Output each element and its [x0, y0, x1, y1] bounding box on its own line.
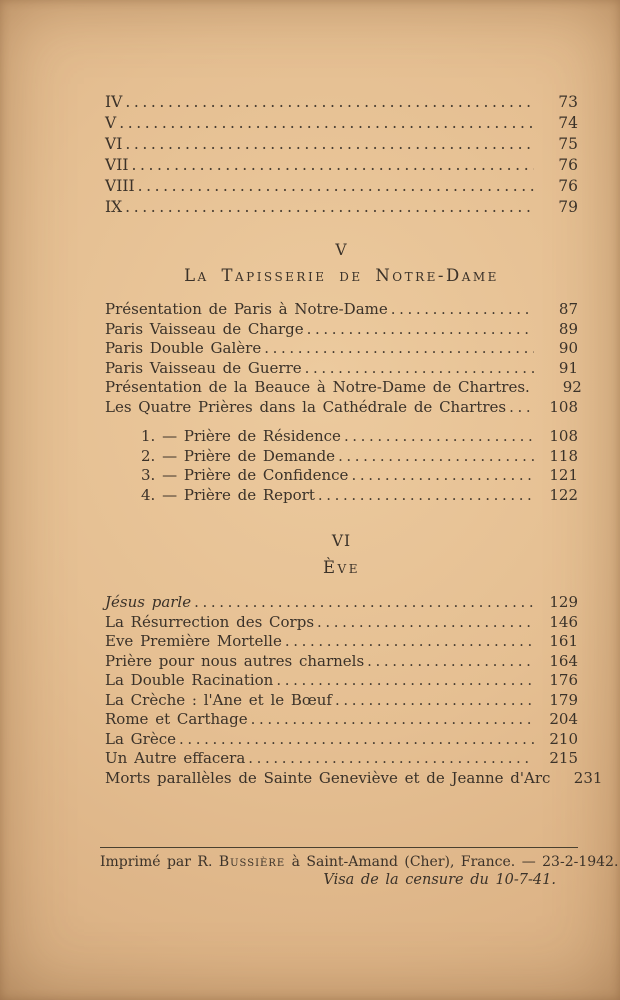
- section-vi-number: VI: [331, 532, 352, 550]
- section-v: [105, 241, 582, 505]
- toc-entry-title: Les Quatre Prières dans la Cathédrale de Chartres: [105, 397, 507, 416]
- toc-entry-page: 210: [549, 729, 578, 748]
- toc-row: [105, 378, 582, 398]
- toc-entry-page: 75: [558, 135, 578, 153]
- dot-leader: [261, 339, 534, 359]
- toc-entry-page: 164: [549, 651, 578, 670]
- toc-entry-title: IX: [105, 198, 123, 216]
- toc-row: [105, 134, 578, 155]
- toc-entry-title: La Grèce: [105, 729, 176, 748]
- toc-entry-title: 4. — Prière de Report: [141, 485, 315, 504]
- toc-row: [105, 155, 578, 176]
- toc-row: [105, 466, 578, 486]
- toc-row: [105, 710, 578, 730]
- toc-entry-page: 161: [549, 632, 578, 650]
- toc-entry-title: 3. — Prière de Confidence: [141, 466, 349, 484]
- toc-row: [105, 113, 578, 134]
- toc-entry-page: 176: [549, 671, 578, 689]
- toc-entry-title: VII: [105, 156, 129, 174]
- toc-row: [105, 92, 578, 113]
- toc-entry-title: Paris Vaisseau de Guerre: [105, 358, 302, 377]
- dot-leader: [315, 486, 534, 506]
- toc-row: [105, 652, 578, 672]
- section-vi: [105, 532, 603, 788]
- toc-entry-page: 118: [549, 446, 578, 465]
- dot-leader: [122, 197, 534, 218]
- toc-row: [105, 427, 578, 447]
- toc-entry-page: 76: [558, 177, 578, 195]
- toc-entry-title: 1. — Prière de Résidence: [141, 427, 341, 445]
- toc-entry-page: 231: [573, 768, 603, 787]
- toc-entry-title: La Crèche : l'Ane et le Bœuf: [105, 690, 332, 709]
- dot-leader: [176, 730, 534, 750]
- toc-row: [105, 613, 578, 633]
- toc-content: [105, 0, 603, 788]
- toc-entry-page: 76: [558, 156, 578, 174]
- toc-entry-title: Eve Première Mortelle: [105, 632, 282, 650]
- dot-leader: [364, 652, 534, 672]
- toc-entry-page: 204: [549, 710, 578, 728]
- toc-entry-page: 108: [549, 397, 578, 416]
- toc-entry-title: La Résurrection des Corps: [105, 612, 315, 631]
- toc-entry-title: 2. — Prière de Demande: [141, 446, 336, 465]
- toc-entry-title: Paris Double Galère: [105, 339, 262, 357]
- toc-entry-title: Prière pour nous autres charnels: [105, 651, 365, 670]
- toc-row: [105, 320, 578, 340]
- toc-entry-title: Un Autre effacera: [105, 749, 246, 767]
- dot-leader: [550, 769, 558, 789]
- toc-entry-page: 146: [549, 612, 578, 631]
- toc-row: [105, 359, 578, 379]
- toc-row: [105, 671, 578, 691]
- toc-entry-page: 89: [558, 319, 578, 338]
- toc-entry-page: 121: [549, 466, 578, 484]
- toc-entry-title: VIII: [105, 177, 135, 195]
- toc-entry-page: 74: [558, 114, 578, 132]
- toc-entry-title: VI: [105, 135, 123, 153]
- toc-entry-title: Jésus parle: [105, 593, 192, 611]
- toc-entry-page: 87: [558, 300, 578, 318]
- toc-entry-page: 91: [558, 358, 578, 377]
- toc-entry-title: La Double Racination: [105, 671, 274, 689]
- toc-entry-title: Paris Vaisseau de Charge: [105, 319, 304, 338]
- dot-leader: [388, 300, 534, 320]
- toc-row: [105, 749, 578, 769]
- toc-row: [105, 300, 578, 320]
- toc-row: [105, 197, 578, 218]
- dot-leader: [304, 320, 534, 340]
- toc-row: [105, 768, 603, 789]
- toc-row: [105, 632, 578, 652]
- imprint-text-pre: Imprimé par R.: [100, 854, 219, 870]
- colophon: [100, 847, 619, 888]
- imprint-text-post: à Saint-Amand (Cher), France. — 23-2-1942.: [285, 854, 619, 870]
- toc-entry-page: 92: [562, 378, 582, 396]
- toc-row: [105, 176, 578, 197]
- dot-leader: [341, 427, 534, 447]
- toc-entry-page: 90: [558, 339, 578, 357]
- dot-leader: [245, 749, 534, 769]
- section-v-entries: [105, 300, 582, 417]
- dot-leader: [530, 378, 538, 398]
- toc-entry-page: 108: [549, 427, 578, 445]
- toc-row: [105, 447, 578, 467]
- toc-row: [105, 339, 578, 359]
- toc-entry-title: V: [105, 114, 117, 132]
- toc-entry-title: IV: [105, 93, 123, 111]
- front-matter-list: [105, 0, 578, 218]
- dot-leader: [282, 632, 534, 652]
- toc-entry-title: Rome et Carthage: [105, 710, 248, 728]
- dot-leader: [332, 691, 534, 711]
- toc-row: [105, 730, 578, 750]
- imprint-line: [100, 854, 619, 870]
- toc-entry-page: 122: [549, 485, 578, 504]
- section-v-number: V: [335, 241, 348, 259]
- dot-leader: [135, 176, 534, 197]
- imprint-printer-name: Bussière: [218, 854, 286, 870]
- section-vi-entries: [105, 593, 603, 788]
- dot-leader: [122, 134, 534, 155]
- toc-row: [105, 691, 578, 711]
- toc-row: [105, 398, 578, 418]
- toc-entry-page: 215: [549, 749, 578, 767]
- section-vi-title: Ève: [323, 558, 360, 577]
- dot-leader: [348, 466, 534, 486]
- dot-leader: [314, 613, 534, 633]
- toc-entry-title: Morts parallèles de Sainte Geneviève et de Jeanne d'Arc: [105, 768, 551, 787]
- toc-entry-page: 79: [558, 198, 578, 216]
- dot-leader: [506, 398, 534, 418]
- dot-leader: [335, 447, 534, 467]
- censure-visa-line: Visa de la censure du 10-7-41.: [323, 872, 556, 888]
- section-v-subentries: [105, 427, 578, 505]
- toc-row: [105, 486, 578, 506]
- dot-leader: [116, 113, 534, 134]
- dot-leader: [191, 593, 534, 613]
- dot-leader: [248, 710, 534, 730]
- toc-row: [105, 593, 578, 613]
- dot-leader: [273, 671, 534, 691]
- toc-entry-title: Présentation de la Beauce à Notre-Dame de Chartres.: [105, 378, 530, 396]
- dot-leader: [128, 155, 534, 176]
- toc-entry-page: 73: [558, 93, 578, 111]
- toc-entry-page: 129: [549, 593, 578, 611]
- dot-leader: [302, 359, 534, 379]
- toc-entry-page: 179: [549, 690, 578, 709]
- toc-entry-title: Présentation de Paris à Notre-Dame: [105, 300, 388, 318]
- dot-leader: [122, 92, 534, 113]
- section-v-title: La Tapisserie de Notre-Dame: [184, 266, 499, 285]
